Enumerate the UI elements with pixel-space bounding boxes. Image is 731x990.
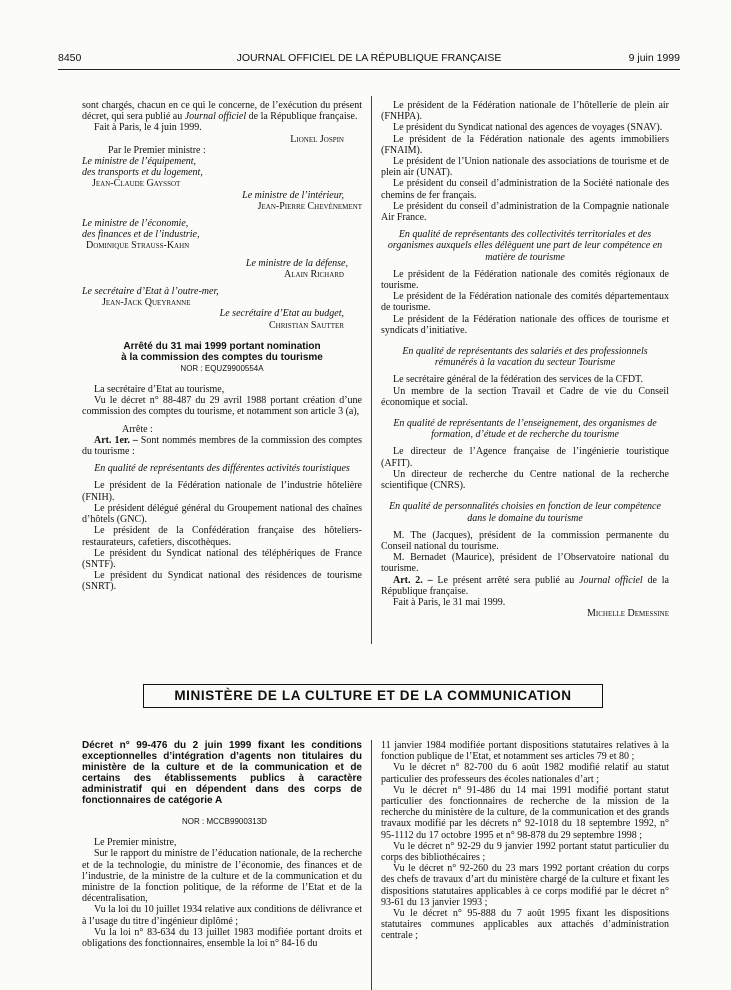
minister-title: Le ministre de l’équipement, xyxy=(82,156,197,168)
member-item: Le président du conseil d’administration de la Compagnie nationale Air France. xyxy=(381,200,669,224)
page-number: 8450 xyxy=(58,52,82,64)
paragraph: Sur le rapport du ministre de l’éducation nationale, de la recherche et de la technologie, du ministre de l’économie, des finances et de l’industrie, de la ministre de la culture et de la communication et du ministre de la fonction politique, de la réforme de l’Etat et de la décentralisation, xyxy=(82,848,362,905)
ministry-banner: MINISTÈRE DE LA CULTURE ET DE LA COMMUNICATION xyxy=(143,684,603,708)
member-item: Le président de la Fédération nationale des comités régionaux de tourisme. xyxy=(381,268,669,292)
paragraph: Vu le décret n° 91-486 du 14 mai 1991 modifié portant statut particulier des fonctionnaires de recherche de la mission de la recherche du ministère de la culture, de la communication et des grands travaux modifié par les décrets n° 92-1018 du 18 septembre 1992, n° 95-1112 du 17 octobre 1995 et n° 98-878 du 29 septembre 1998 ; xyxy=(381,784,669,841)
minister-title: Le secrétaire d’Etat au budget, xyxy=(219,308,344,320)
member-item: Le président de la Confédération française des hôteliers-restaurateurs, cafetiers, discothèques. xyxy=(82,525,362,548)
signatory: Christian Sautter xyxy=(268,319,344,331)
member-item: Le président de la Fédération nationale de l’industrie hôtelière (FNIH). xyxy=(82,480,362,503)
member-item: M. Bernadet (Maurice), président de l’Observatoire national du tourisme. xyxy=(381,552,669,575)
page-header xyxy=(58,52,680,68)
paragraph: 11 janvier 1984 modifiée portant dispositions statutaires relatives à la fonction publique de l’Etat, et notamment ses articles 79 et 80 ; xyxy=(381,740,669,763)
minister-title: Le ministre de l’intérieur, xyxy=(242,189,344,201)
section-heading: En qualité de représentants des salariés et des professionnels rémunérés à la vacation du secteur Tourisme xyxy=(402,346,648,369)
signatory: Alain Richard xyxy=(284,268,344,280)
paragraph: Vu le décret n° 88-487 du 29 avril 1988 portant création d’une commission des comptes du tourisme, et notamment son article 3 (a), xyxy=(82,395,362,418)
column-divider xyxy=(371,96,372,644)
member-item: Le président de la Fédération nationale des agents immobiliers (FNAIM). xyxy=(381,133,669,156)
member-item: M. The (Jacques), président de la commission permanente du Conseil national du tourisme. xyxy=(381,529,669,552)
member-item: Le président de la Fédération nationale des comités départementaux de tourisme. xyxy=(381,291,669,314)
arrete-title: à la commission des comptes du tourisme xyxy=(121,351,323,363)
member-item: Le président de la Fédération nationale des offices de tourisme et syndicats d’initiative. xyxy=(381,313,669,336)
member-item: Un directeur de recherche du Centre national de la recherche scientifique (CNRS). xyxy=(381,468,669,492)
member-item: Le secrétaire général de la fédération des services de la CFDT. xyxy=(393,374,643,386)
issue-date: 9 juin 1999 xyxy=(628,52,680,64)
journal-title: JOURNAL OFFICIEL DE LA RÉPUBLIQUE FRANÇAISE xyxy=(236,52,502,64)
paragraph: Vu la loi du 10 juillet 1934 relative aux conditions de délivrance et à l’usage du titre d’ingénieur diplômé ; xyxy=(82,904,362,927)
decret-title: Décret n° 99-476 du 2 juin 1999 fixant les conditions exceptionnelles d’intégration d’agents non titulaires du ministère de la culture et de la communication et de certains des établissements publics à caractère administratif qui en dépendent dans des corps de fonctionnaires de catégorie A xyxy=(82,740,362,806)
right-column-top xyxy=(381,100,669,619)
member-item: Le président de l’Union nationale des associations de tourisme et de plein air (UNAT). xyxy=(381,156,669,179)
section-heading: En qualité de représentants des collectivités territoriales et des organismes auxquels elles délèguent une part de leur compétence en matière de tourisme xyxy=(387,229,663,263)
paragraph: Vu le décret n° 95-888 du 7 août 1995 fixant les dispositions statutaires communes applicables aux attachés d’administration centrale ; xyxy=(381,908,669,942)
arrete-word: Arrête : xyxy=(122,423,153,435)
member-item: Le président délégué général du Groupement national des chaînes d’hôtels (GNC). xyxy=(82,502,362,526)
paragraph: Vu le décret n° 92-260 du 23 mars 1992 portant création du corps des chefs de travaux d’art du ministère chargé de la culture et fixant les dispositions statutaires applicables à ce corps modifié par le décret n° 93-61 du 13 janvier 1993 ; xyxy=(381,863,669,908)
paragraph: Vu le décret n° 92-29 du 9 janvier 1992 portant statut particulier du corps des bibliothécaires ; xyxy=(381,840,669,864)
signatory: Jean-Pierre Chevènement xyxy=(257,200,362,212)
arrete-title: Arrêté du 31 mai 1999 portant nomination xyxy=(123,340,321,352)
minister-title: des finances et de l’industrie, xyxy=(82,229,200,241)
section-heading: En qualité de personnalités choisies en fonction de leur compétence dans le domaine du tourisme xyxy=(389,501,661,524)
left-column-top xyxy=(82,100,362,593)
signatory: Jean-Jack Queyranne xyxy=(102,297,191,309)
member-item: Le président du conseil d’administration de la Société nationale des chemins de fer français. xyxy=(381,178,669,201)
article-1: Art. 1er. – Sont nommés membres de la commission des comptes du tourisme : xyxy=(82,434,362,458)
member-item: Le président du Syndicat national des résidences de tourisme (SNRT). xyxy=(82,570,362,593)
by-pm: Par le Premier ministre : xyxy=(108,144,206,156)
member-item: Le directeur de l’Agence française de l’ingénierie touristique (AFIT). xyxy=(381,446,669,469)
section-heading: En qualité de représentants de l’enseignement, des organismes de formation, d’étude et de recherche du tourisme xyxy=(393,418,657,441)
member-item: Le président du Syndicat national des téléphériques de France (SNTF). xyxy=(82,547,362,570)
signature-date: Fait à Paris, le 4 juin 1999. xyxy=(94,122,202,134)
minister-title: Le ministre de l’économie, xyxy=(82,218,189,230)
paragraph: Vu la loi n° 83-634 du 13 juillet 1983 modifiée portant droits et obligations des fonctionnaires, ensemble la loi n° 84-16 du xyxy=(82,926,362,950)
left-column-bottom xyxy=(82,740,362,949)
signature-date: Fait à Paris, le 31 mai 1999. xyxy=(393,596,506,608)
column-divider-lower xyxy=(371,740,372,990)
decree-closing: sont chargés, chacun en ce qui le concerne, de l’exécution du présent décret, qui sera publié au Journal officiel de la République française. xyxy=(82,100,362,123)
article-2: Art. 2. – Le présent arrêté sera publié au Journal officiel de la République française. xyxy=(381,574,669,597)
paragraph: Le Premier ministre, xyxy=(94,837,177,849)
member-item: Le président de la Fédération nationale de l’hôtellerie de plein air (FNHPA). xyxy=(381,100,669,123)
header-rule xyxy=(58,69,680,70)
signatory: Michelle Demessine xyxy=(587,608,669,620)
section-heading: En qualité de représentants des différentes activités touristiques xyxy=(94,463,350,475)
signatory: Jean-Claude Gayssot xyxy=(92,178,181,190)
member-item: Le président du Syndicat national des agences de voyages (SNAV). xyxy=(393,122,663,134)
minister-title: des transports et du logement, xyxy=(82,167,203,179)
nor-reference: NOR : MCCB9900313D xyxy=(182,817,267,826)
right-column-bottom xyxy=(381,740,669,942)
minister-title: Le ministre de la défense, xyxy=(245,257,348,269)
paragraph: La secrétaire d’Etat au tourisme, xyxy=(94,384,225,396)
signatory: Lionel Jospin xyxy=(290,133,344,145)
minister-title: Le secrétaire d’Etat à l’outre-mer, xyxy=(82,286,219,298)
nor-reference: NOR : EQUZ9900554A xyxy=(180,363,264,373)
paragraph: Vu le décret n° 82-700 du 6 août 1982 modifié relatif au statut particulier des professeurs des écoles nationales d’art ; xyxy=(381,762,669,785)
member-item: Un membre de la section Travail et Cadre de vie du Conseil économique et social. xyxy=(381,385,669,408)
signatory: Dominique Strauss-Kahn xyxy=(86,240,190,252)
